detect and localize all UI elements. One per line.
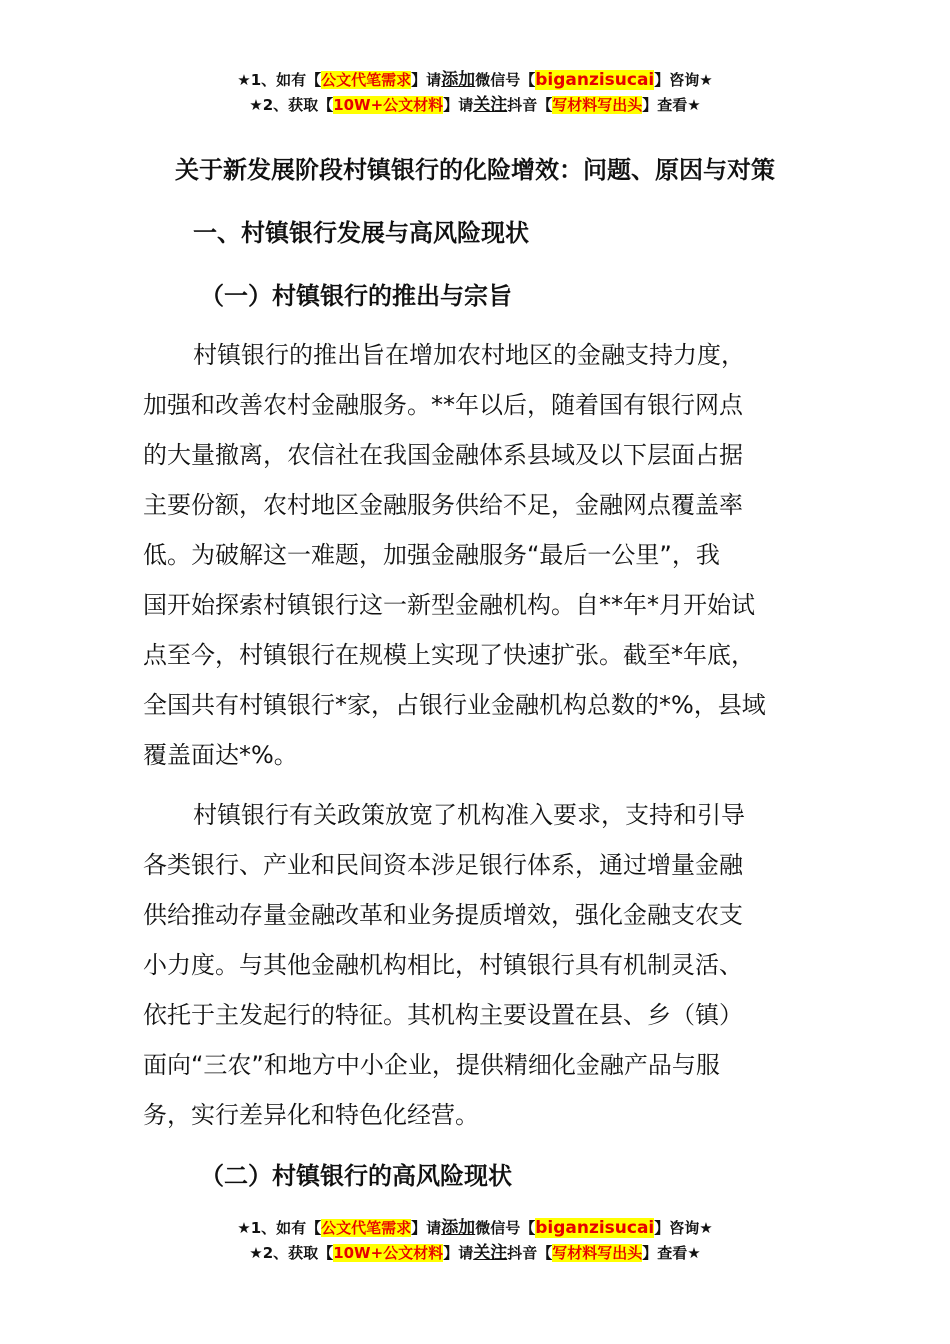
banner-line-2 [0, 93, 950, 118]
douyin-highlight: 写材料写出头 [552, 96, 643, 114]
banner-text: 】请 [411, 1219, 442, 1237]
wechat-id-highlight: biganzisucai [535, 1218, 655, 1238]
banner-text: ★1、如有【 [237, 1219, 322, 1237]
douyin-highlight: 写材料写出头 [552, 1244, 643, 1262]
paragraph-line: 覆盖面达*%。 [143, 741, 298, 769]
banner-text: 】请 [443, 1244, 474, 1262]
banner-text: ★1、如有【 [237, 71, 322, 89]
paragraph-line: 供给推动存量金融改革和业务提质增效，强化金融支农支 [143, 901, 743, 929]
top-banner [0, 68, 950, 118]
ghostwriting-highlight: 公文代笔需求 [321, 1219, 412, 1237]
paragraph-line: 小力度。与其他金融机构相比，村镇银行具有机制灵活、 [143, 951, 743, 979]
banner-line-2 [0, 1241, 950, 1266]
banner-text: 】请 [411, 71, 442, 89]
paragraph-line: 主要份额，农村地区金融服务供给不足，金融网点覆盖率 [143, 491, 743, 519]
paragraph-line: 国开始探索村镇银行这一新型金融机构。自**年*月开始试 [143, 591, 755, 619]
paragraph-line: 全国共有村镇银行*家，占银行业金融机构总数的*%，县域 [143, 691, 766, 719]
paragraph-line: 务，实行差异化和特色化经营。 [143, 1101, 479, 1129]
paragraph-line: 各类银行、产业和民间资本涉足银行体系，通过增量金融 [143, 851, 743, 879]
sub-heading-1: （一）村镇银行的推出与宗旨 [200, 282, 512, 310]
add-text: 添加 [441, 70, 476, 90]
paragraph-line: 的大量撤离，农信社在我国金融体系县域及以下层面占据 [143, 441, 743, 469]
paragraph-1 [143, 330, 813, 780]
materials-highlight: 10W+公文材料 [333, 96, 444, 114]
banner-text: 微信号【 [475, 1219, 536, 1237]
section-heading-1: 一、村镇银行发展与高风险现状 [193, 219, 529, 247]
materials-highlight: 10W+公文材料 [333, 1244, 444, 1262]
ghostwriting-highlight: 公文代笔需求 [321, 71, 412, 89]
sub-heading-2: （二）村镇银行的高风险现状 [200, 1162, 512, 1190]
paragraph-line: 村镇银行的推出旨在增加农村地区的金融支持力度， [193, 341, 745, 369]
banner-text: 】请 [443, 96, 474, 114]
banner-text: 】咨询★ [654, 1219, 713, 1237]
paragraph-line: 依托于主发起行的特征。其机构主要设置在县、乡（镇） [143, 1001, 743, 1029]
banner-line-1 [0, 1216, 950, 1241]
bottom-banner [0, 1216, 950, 1266]
banner-text: 】查看★ [642, 1244, 701, 1262]
banner-text: 抖音【 [507, 1244, 553, 1262]
banner-text: 】查看★ [642, 96, 701, 114]
paragraph-line: 低。为破解这一难题，加强金融服务“最后一公里”，我 [143, 541, 720, 569]
banner-line-1 [0, 68, 950, 93]
paragraph-line: 面向“三农”和地方中小企业，提供精细化金融产品与服 [143, 1051, 720, 1079]
banner-text: ★2、获取【 [249, 96, 334, 114]
paragraph-line: 点至今，村镇银行在规模上实现了快速扩张。截至*年底， [143, 641, 755, 669]
follow-text: 关注 [473, 1243, 508, 1263]
banner-text: 抖音【 [507, 96, 553, 114]
document-title: 关于新发展阶段村镇银行的化险增效：问题、原因与对策 [175, 156, 775, 184]
add-text: 添加 [441, 1218, 476, 1238]
follow-text: 关注 [473, 95, 508, 115]
banner-text: ★2、获取【 [249, 1244, 334, 1262]
paragraph-line: 村镇银行有关政策放宽了机构准入要求，支持和引导 [193, 801, 745, 829]
paragraph-line: 加强和改善农村金融服务。**年以后，随着国有银行网点 [143, 391, 743, 419]
paragraph-2 [143, 790, 813, 1140]
wechat-id-highlight: biganzisucai [535, 70, 655, 90]
banner-text: 微信号【 [475, 71, 536, 89]
banner-text: 】咨询★ [654, 71, 713, 89]
